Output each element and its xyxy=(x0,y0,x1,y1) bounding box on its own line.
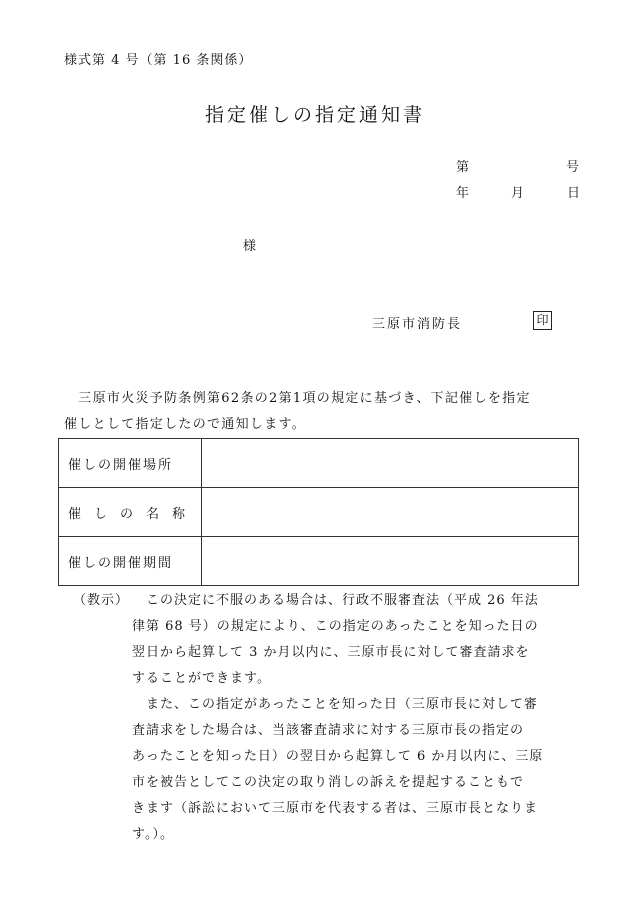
row-value xyxy=(202,537,579,586)
number-prefix: 第 xyxy=(456,160,470,175)
notice-line: することができます。 xyxy=(132,671,271,686)
intro-paragraph xyxy=(64,386,580,438)
form-number: 様式第 4 号（第 16 条関係） xyxy=(64,53,253,68)
document-title: 指定催しの指定通知書 xyxy=(204,104,425,126)
row-label: 催しの開催期間 xyxy=(59,537,202,586)
table-row xyxy=(59,488,579,537)
notice-line: 翌日から起算して 3 か月以内に、三原市長に対して審査請求を xyxy=(132,645,530,660)
date-month: 月 xyxy=(511,186,525,201)
notice-line: また、この指定があったことを知った日（三原市長に対して審 xyxy=(132,697,538,712)
notice-line: す。）。 xyxy=(132,827,174,842)
table-row xyxy=(59,439,579,488)
date-day: 日 xyxy=(567,186,581,201)
row-value xyxy=(202,488,579,537)
addressee-suffix: 様 xyxy=(243,239,257,254)
notice-label: （教示） xyxy=(73,593,130,608)
date-year: 年 xyxy=(456,186,470,201)
intro-line: 三原市火災予防条例第62条の2第1項の規定に基づき、下記催しを指定 xyxy=(64,391,531,406)
notice-line: あったことを知った日）の翌日から起算して 6 か月以内に、三原 xyxy=(132,749,544,764)
notice-line: 律第 68 号）の規定により、この指定のあったことを知った日の xyxy=(132,619,539,634)
row-label: 催しの開催場所 xyxy=(59,439,202,488)
notice-line: きます（訴訟において三原市を代表する者は、三原市長となりま xyxy=(132,801,539,816)
notice-line: 市を被告としてこの決定の取り消しの訴えを提起することもで xyxy=(132,775,525,790)
number-suffix: 号 xyxy=(566,160,580,175)
seal-mark: 印 xyxy=(533,311,552,330)
row-value xyxy=(202,439,579,488)
table-row xyxy=(59,537,579,586)
event-info-table xyxy=(58,438,579,586)
notice-line: この決定に不服のある場合は、行政不服審査法（平成 26 年法 xyxy=(146,593,539,608)
row-label: 催 し の 名 称 xyxy=(59,488,202,537)
intro-line: 催しとして指定したので通知します。 xyxy=(64,417,307,432)
issuer-title: 三原市消防長 xyxy=(372,317,463,332)
notice-line: 査請求をした場合は、当該審査請求に対する三原市長の指定の xyxy=(132,723,525,738)
